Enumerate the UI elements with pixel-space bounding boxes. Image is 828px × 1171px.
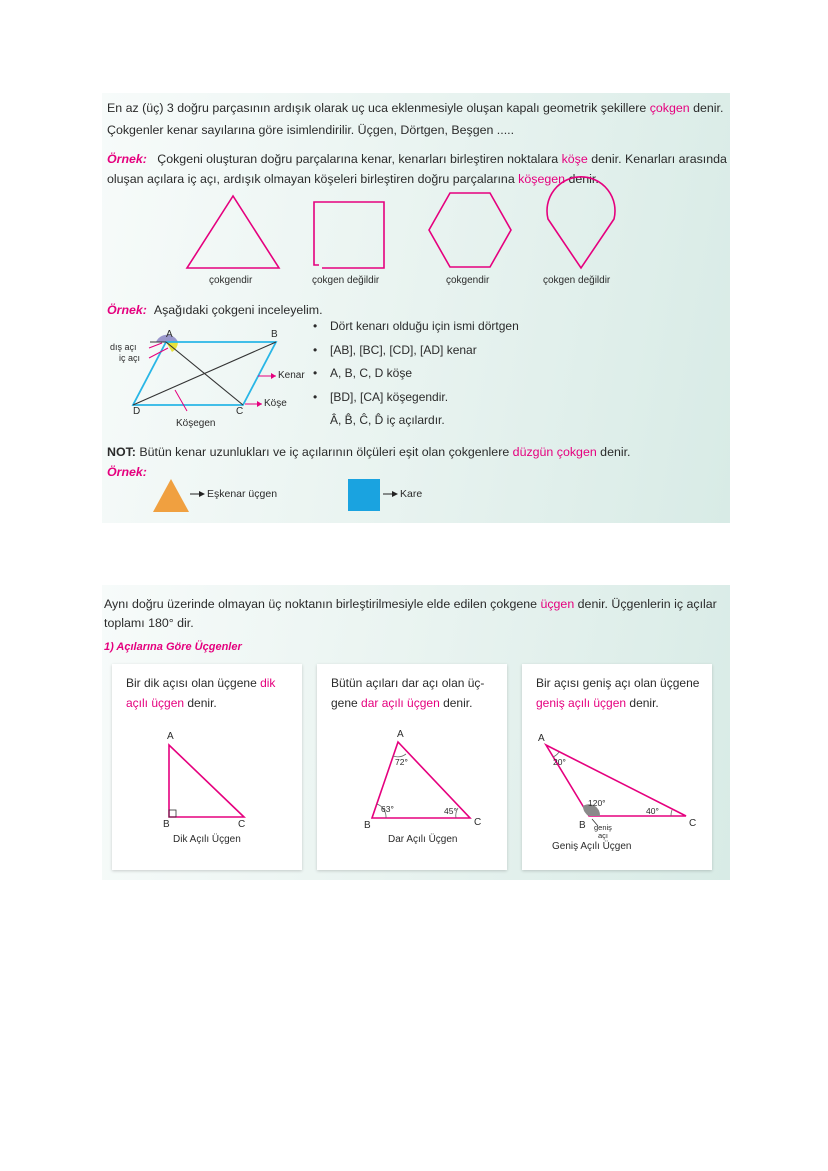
triangle-intro-text-end: denir. Üçgenlerin iç açılar xyxy=(574,597,717,611)
list-item: • [AB], [BC], [CD], [AD] kenar xyxy=(313,342,477,357)
acute-triangle-caption: Dar Açılı Üçgen xyxy=(388,834,458,845)
example-label: Örnek: xyxy=(107,152,147,166)
card-text: Bir dik açısı olan üçgene xyxy=(126,676,261,690)
term-dik: dik xyxy=(260,676,276,690)
example-label: Örnek: xyxy=(107,303,147,317)
acute-vertex-a: A xyxy=(397,729,404,740)
shape-caption-3: çokgendir xyxy=(446,275,490,286)
note-text: Bütün kenar uzunlukları ve iç açılarının ölçüleri eşit olan çokgenlere xyxy=(135,445,513,459)
term-cokgen: çokgen xyxy=(649,101,690,115)
obtuse-vertex-b: B xyxy=(579,820,586,831)
obtuse-triangle-caption: Geniş Açılı Üçgen xyxy=(552,841,632,852)
term-ucgen: üçgen xyxy=(540,597,575,611)
angle-a-value: 72° xyxy=(395,757,408,767)
vertex-d-label: D xyxy=(133,406,141,417)
square-label: Kare xyxy=(400,488,423,500)
angle-b-value: 120° xyxy=(588,798,606,808)
right-triangle-caption: Dik Açılı Üçgen xyxy=(173,834,241,845)
edge-label: Kenar xyxy=(278,370,305,381)
example-2-text: Aşağıdaki çokgeni inceleyelim. xyxy=(153,303,323,317)
list-item: • A, B, C, D köşe xyxy=(313,366,413,380)
right-vertex-c: C xyxy=(238,819,246,830)
inner-angle-label: iç açı xyxy=(119,353,141,363)
intro-line-2: Çokgenler kenar sayılarına göre isimlendirilir. Üçgen, Dörtgen, Beşgen ..... xyxy=(107,123,515,137)
vertex-c-label: C xyxy=(236,406,244,417)
obtuse-vertex-c: C xyxy=(689,818,697,829)
card-text: denir. xyxy=(626,696,659,710)
shape-caption-2: çokgen değildir xyxy=(312,275,380,286)
term-kose: köşe xyxy=(561,152,588,166)
card-text: Bütün açıları dar açı olan üç- xyxy=(331,676,485,690)
list-item-text: A, B, C, D köşe xyxy=(330,366,413,380)
intro-text: En az (üç) 3 doğru parçasının ardışık olarak uç uca eklenmesiyle oluşan kapalı geometrik şekillere xyxy=(107,101,650,115)
diagonal-label: Köşegen xyxy=(176,418,216,429)
example-1-text-end: denir. Kenarları arasında xyxy=(587,152,727,166)
vertex-a-label: A xyxy=(166,329,173,340)
term-kosegen: köşegen xyxy=(518,172,566,186)
example-1-text-2: oluşan açılara iç açı, ardışık olmayan köşeleri birleştiren doğru parçalarına xyxy=(107,172,519,186)
shape-caption-4: çokgen değildir xyxy=(543,275,611,286)
triangle-intro-line-2: toplamı 180° dir. xyxy=(104,616,194,630)
section-heading-text: 1) Açılarına Göre Üçgenler xyxy=(104,641,242,653)
angles-text: Â, B̂, Ĉ, D̂ iç açılardır. xyxy=(330,413,445,427)
angle-arc-c xyxy=(671,810,672,816)
angle-a-value: 20° xyxy=(553,757,566,767)
obtuse-label-1: geniş xyxy=(594,823,612,832)
obtuse-triangle xyxy=(546,745,686,816)
acute-vertex-b: B xyxy=(364,820,371,831)
intro-text-end: denir. xyxy=(689,101,724,115)
card-text: Bir açısı geniş açı olan üçgene xyxy=(536,676,700,690)
shape-caption-1: çokgendir xyxy=(209,275,253,286)
list-item-text: Dört kenarı olduğu için ismi dörtgen xyxy=(330,319,519,333)
note-label: NOT: xyxy=(107,445,136,459)
outer-angle-label: dış açı xyxy=(110,342,137,352)
angle-c-value: 45° xyxy=(444,806,457,816)
card-text: gene xyxy=(331,696,362,710)
list-item-text: [BD], [CA] köşegendir. xyxy=(330,389,449,404)
angle-c-value: 40° xyxy=(646,806,659,816)
term-duzgun-cokgen: düzgün çokgen xyxy=(512,445,597,459)
acute-vertex-c: C xyxy=(474,817,482,828)
vertex-b-label: B xyxy=(271,329,278,340)
term-dar-acili-ucgen: dar açılı üçgen xyxy=(361,696,440,710)
example-1-text-2-end: denir. xyxy=(565,172,599,186)
obtuse-label-2: açı xyxy=(598,831,609,840)
example-1-text: Çokgeni oluşturan doğru parçalarına kenar, kenarları birleştiren noktalara xyxy=(157,152,562,166)
term-genis-acili-ucgen: geniş açılı üçgen xyxy=(536,696,627,710)
equilateral-label: Eşkenar üçgen xyxy=(207,488,278,500)
card-text: denir. xyxy=(439,696,473,710)
vertex-label: Köşe xyxy=(264,398,287,409)
note-text-end: denir. xyxy=(596,445,631,459)
right-vertex-a: A xyxy=(167,731,174,742)
list-item: • [BD], [CA] köşegendir. xyxy=(313,389,449,404)
list-item: • Dört kenarı olduğu için ismi dörtgen xyxy=(313,319,519,333)
card-text: denir. xyxy=(184,696,217,710)
obtuse-vertex-a: A xyxy=(538,733,545,744)
term-dik-acili-ucgen: açılı üçgen xyxy=(126,696,185,710)
example-label: Örnek: xyxy=(107,465,147,479)
list-item-text: [AB], [BC], [CD], [AD] kenar xyxy=(330,342,477,357)
right-vertex-b: B xyxy=(163,819,170,830)
angle-b-value: 63° xyxy=(381,804,394,814)
triangle-intro-text: Aynı doğru üzerinde olmayan üç noktanın birleştirilmesiyle elde edilen çokgene xyxy=(104,597,541,611)
